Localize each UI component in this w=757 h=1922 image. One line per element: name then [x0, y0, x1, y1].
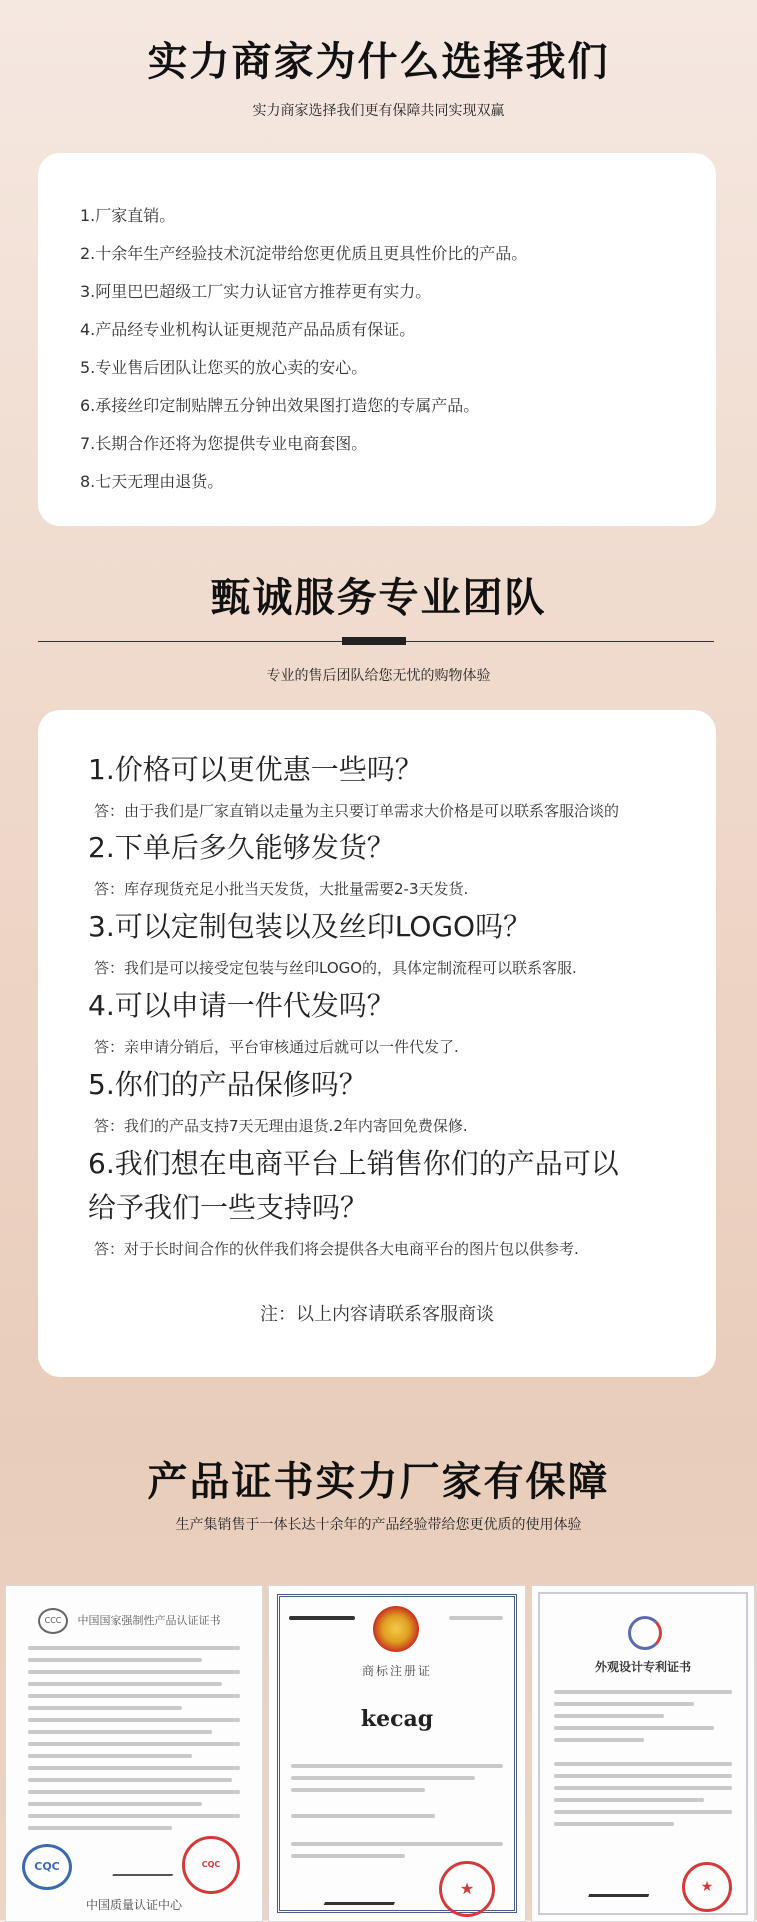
cert-text-line — [449, 1616, 503, 1620]
cert-text-line — [554, 1762, 732, 1766]
cert-text-line — [28, 1682, 222, 1686]
why-item: 1.厂家直销。 — [80, 206, 176, 225]
cert-text-line — [28, 1754, 192, 1758]
faq-question: 5.你们的产品保修吗？ — [88, 1068, 367, 1101]
faq-question-continued: 给予我们一些支持吗？ — [88, 1191, 369, 1224]
cert-image-trademark — [268, 1585, 526, 1922]
why-item: 5.专业售后团队让您买的放心卖的安心。 — [80, 358, 368, 377]
signature-icon — [112, 1856, 179, 1876]
red-seal-icon: ★ — [439, 1861, 495, 1917]
cert-text-line — [28, 1718, 240, 1722]
why-item: 6.承接丝印定制贴牌五分钟出效果图打造您的专属产品。 — [80, 396, 480, 415]
cert-text-line — [28, 1670, 240, 1674]
signature-icon — [588, 1876, 656, 1897]
cert-text-line — [28, 1778, 232, 1782]
faq-answer: 答：我们的产品支持7天无理由退货.2年内寄回免费保修. — [94, 1117, 468, 1135]
cert-text-line — [28, 1742, 240, 1746]
cert-text-line — [554, 1702, 694, 1706]
cert-footer: 中国质量认证中心 — [85, 1898, 182, 1912]
why-item: 4.产品经专业机构认证更规范产品品质有保证。 — [80, 320, 416, 339]
cert-text-line — [554, 1810, 732, 1814]
cert-heading: 商标注册证 — [361, 1664, 432, 1678]
cert-text-line — [291, 1788, 425, 1792]
service-subtitle: 专业的售后团队给您无忧的购物体验 — [266, 668, 491, 684]
ccc-logo-icon: CCC — [38, 1608, 68, 1634]
faq-question: 6.我们想在电商平台上销售你们的产品可以 — [88, 1147, 619, 1180]
why-item: 3.阿里巴巴超级工厂实力认证官方推荐更有实力。 — [80, 282, 432, 301]
cert-text-line — [28, 1766, 240, 1770]
cert-text-line — [28, 1658, 202, 1662]
cert-text-line — [28, 1814, 240, 1818]
cert-text-line — [291, 1764, 503, 1768]
faq-card — [38, 710, 716, 1377]
faq-question: 3.可以定制包装以及丝印LOGO吗？ — [88, 910, 532, 943]
faq-question: 2.下单后多久能够发货？ — [88, 831, 395, 864]
faq-answer: 答：对于长时间合作的伙伴我们将会提供各大电商平台的图片包以供参考. — [94, 1240, 579, 1258]
cert-text-line — [554, 1822, 674, 1826]
service-title: 甄诚服务专业团队 — [210, 575, 547, 621]
cert-heading: 外观设计专利证书 — [594, 1660, 691, 1674]
why-item: 8.七天无理由退货。 — [80, 472, 224, 491]
certs-title: 产品证书实力厂家有保障 — [147, 1459, 610, 1505]
red-seal-icon: ★ — [682, 1862, 732, 1912]
faq-answer: 答：我们是可以接受定包装与丝印LOGO的，具体定制流程可以联系客服. — [94, 959, 577, 977]
why-card — [38, 153, 716, 526]
cert-heading: 中国国家强制性产品认证证书 — [77, 1614, 221, 1627]
cert-image-patent — [531, 1585, 755, 1922]
red-seal-icon: CQC — [182, 1836, 240, 1894]
cert-text-line — [554, 1714, 664, 1718]
why-subtitle: 实力商家选择我们更有保障共同实现双赢 — [252, 103, 505, 119]
cert-text-line — [554, 1786, 732, 1790]
cqc-seal-icon: CQC — [22, 1844, 72, 1890]
cert-text-line — [28, 1706, 182, 1710]
signature-icon — [324, 1882, 405, 1905]
why-item: 2.十余年生产经验技术沉淀带给您更优质且更具性价比的产品。 — [80, 244, 528, 263]
why-item: 7.长期合作还将为您提供专业电商套图。 — [80, 434, 368, 453]
why-title: 实力商家为什么选择我们 — [147, 39, 610, 85]
faq-question: 1.价格可以更优惠一些吗？ — [88, 753, 423, 786]
patent-logo-icon — [628, 1616, 662, 1650]
section-divider-bar — [342, 637, 406, 645]
cert-image-ccc — [5, 1585, 263, 1922]
cert-text-line — [28, 1646, 240, 1650]
cert-text-line — [291, 1854, 405, 1858]
faq-answer: 答：亲申请分销后，平台审核通过后就可以一件代发了. — [94, 1038, 459, 1056]
cert-text-line — [554, 1690, 732, 1694]
faq-answer: 答：由于我们是厂家直销以走量为主只要订单需求大价格是可以联系客服洽谈的 — [94, 802, 620, 820]
cert-text-line — [554, 1774, 732, 1778]
national-emblem-icon — [373, 1606, 419, 1652]
cert-text-line — [554, 1798, 704, 1802]
cert-text-line — [28, 1730, 212, 1734]
cert-text-line — [28, 1790, 240, 1794]
cert-text-line — [28, 1694, 240, 1698]
trademark-brand: kecag — [360, 1706, 434, 1732]
cert-text-line — [28, 1826, 172, 1830]
cert-text-line — [291, 1814, 435, 1818]
faq-note: 注：以上内容请联系客服商谈 — [260, 1304, 494, 1325]
cert-text-line — [289, 1616, 355, 1620]
faq-question: 4.可以申请一件代发吗？ — [88, 989, 395, 1022]
cert-text-line — [291, 1776, 475, 1780]
certs-subtitle: 生产集销售于一体长达十余年的产品经验带给您更优质的使用体验 — [175, 1517, 582, 1533]
cert-text-line — [554, 1726, 714, 1730]
cert-text-line — [554, 1738, 644, 1742]
faq-answer: 答：库存现货充足小批当天发货，大批量需要2-3天发货. — [94, 880, 469, 898]
cert-text-line — [291, 1842, 503, 1846]
cert-text-line — [28, 1802, 202, 1806]
